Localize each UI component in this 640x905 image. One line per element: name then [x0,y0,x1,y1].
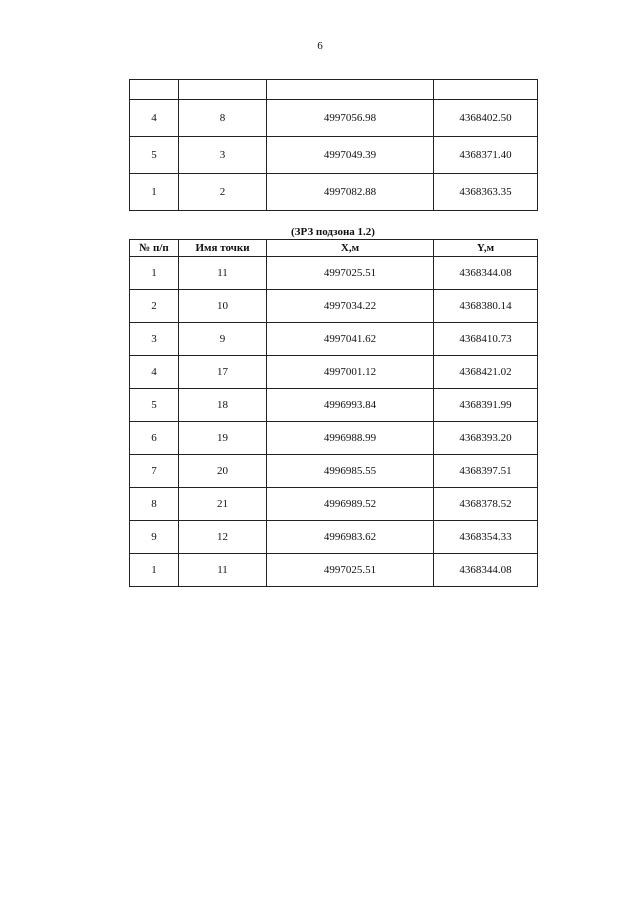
y-coordinate-cell: 4368410.73 [434,323,538,356]
x-coordinate-cell: 4997041.62 [267,323,434,356]
y-coordinate-cell: 4368371.40 [434,137,538,174]
x-coordinate-cell: 4997049.39 [267,137,434,174]
row-number-cell: 3 [130,323,179,356]
table-row [130,290,538,323]
row-number-cell: 1 [130,174,179,211]
x-coordinate-cell: 4997025.51 [267,257,434,290]
point-name-cell: 20 [179,455,267,488]
table-header-row [130,240,538,257]
column-header-row-number: № п/п [130,240,179,257]
table-row [130,100,538,137]
x-coordinate-cell: 4996989.52 [267,488,434,521]
y-coordinate-cell: 4368421.02 [434,356,538,389]
table-cell [434,80,538,100]
table-row [130,422,538,455]
point-name-cell: 3 [179,137,267,174]
x-coordinate-cell: 4996993.84 [267,389,434,422]
table-row [130,389,538,422]
row-number-cell: 1 [130,257,179,290]
row-number-cell: 7 [130,455,179,488]
table-row [130,488,538,521]
table-row [130,137,538,174]
page-number: 6 [317,40,323,52]
x-coordinate-cell: 4997025.51 [267,554,434,587]
point-name-cell: 17 [179,356,267,389]
point-name-cell: 11 [179,257,267,290]
x-coordinate-cell: 4996983.62 [267,521,434,554]
point-name-cell: 2 [179,174,267,211]
table-row [130,323,538,356]
table-row [130,356,538,389]
column-header-x: X,м [267,240,434,257]
point-name-cell: 11 [179,554,267,587]
x-coordinate-cell: 4997056.98 [267,100,434,137]
section-title: (ЗРЗ подзона 1.2) [291,226,375,238]
row-number-cell: 1 [130,554,179,587]
table-row [130,521,538,554]
y-coordinate-cell: 4368344.08 [434,257,538,290]
y-coordinate-cell: 4368391.99 [434,389,538,422]
y-coordinate-cell: 4368378.52 [434,488,538,521]
y-coordinate-cell: 4368344.08 [434,554,538,587]
table-row [130,174,538,211]
y-coordinate-cell: 4368393.20 [434,422,538,455]
point-name-cell: 9 [179,323,267,356]
row-number-cell: 9 [130,521,179,554]
table-row [130,257,538,290]
table-cell [267,80,434,100]
coordinates-table [129,239,538,587]
row-number-cell: 4 [130,356,179,389]
y-coordinate-cell: 4368402.50 [434,100,538,137]
row-number-cell: 5 [130,389,179,422]
coordinates-table-continued [129,79,538,211]
row-number-cell: 6 [130,422,179,455]
table-cell [130,80,179,100]
x-coordinate-cell: 4997082.88 [267,174,434,211]
point-name-cell: 21 [179,488,267,521]
table-row [130,554,538,587]
table-row [130,455,538,488]
row-number-cell: 8 [130,488,179,521]
point-name-cell: 10 [179,290,267,323]
x-coordinate-cell: 4996988.99 [267,422,434,455]
row-number-cell: 4 [130,100,179,137]
y-coordinate-cell: 4368380.14 [434,290,538,323]
x-coordinate-cell: 4997034.22 [267,290,434,323]
table-header-continuation-row [130,80,538,100]
y-coordinate-cell: 4368397.51 [434,455,538,488]
x-coordinate-cell: 4996985.55 [267,455,434,488]
row-number-cell: 2 [130,290,179,323]
point-name-cell: 12 [179,521,267,554]
point-name-cell: 8 [179,100,267,137]
y-coordinate-cell: 4368363.35 [434,174,538,211]
column-header-point-name: Имя точки [179,240,267,257]
x-coordinate-cell: 4997001.12 [267,356,434,389]
table-cell [179,80,267,100]
point-name-cell: 19 [179,422,267,455]
y-coordinate-cell: 4368354.33 [434,521,538,554]
row-number-cell: 5 [130,137,179,174]
point-name-cell: 18 [179,389,267,422]
column-header-y: Y,м [434,240,538,257]
